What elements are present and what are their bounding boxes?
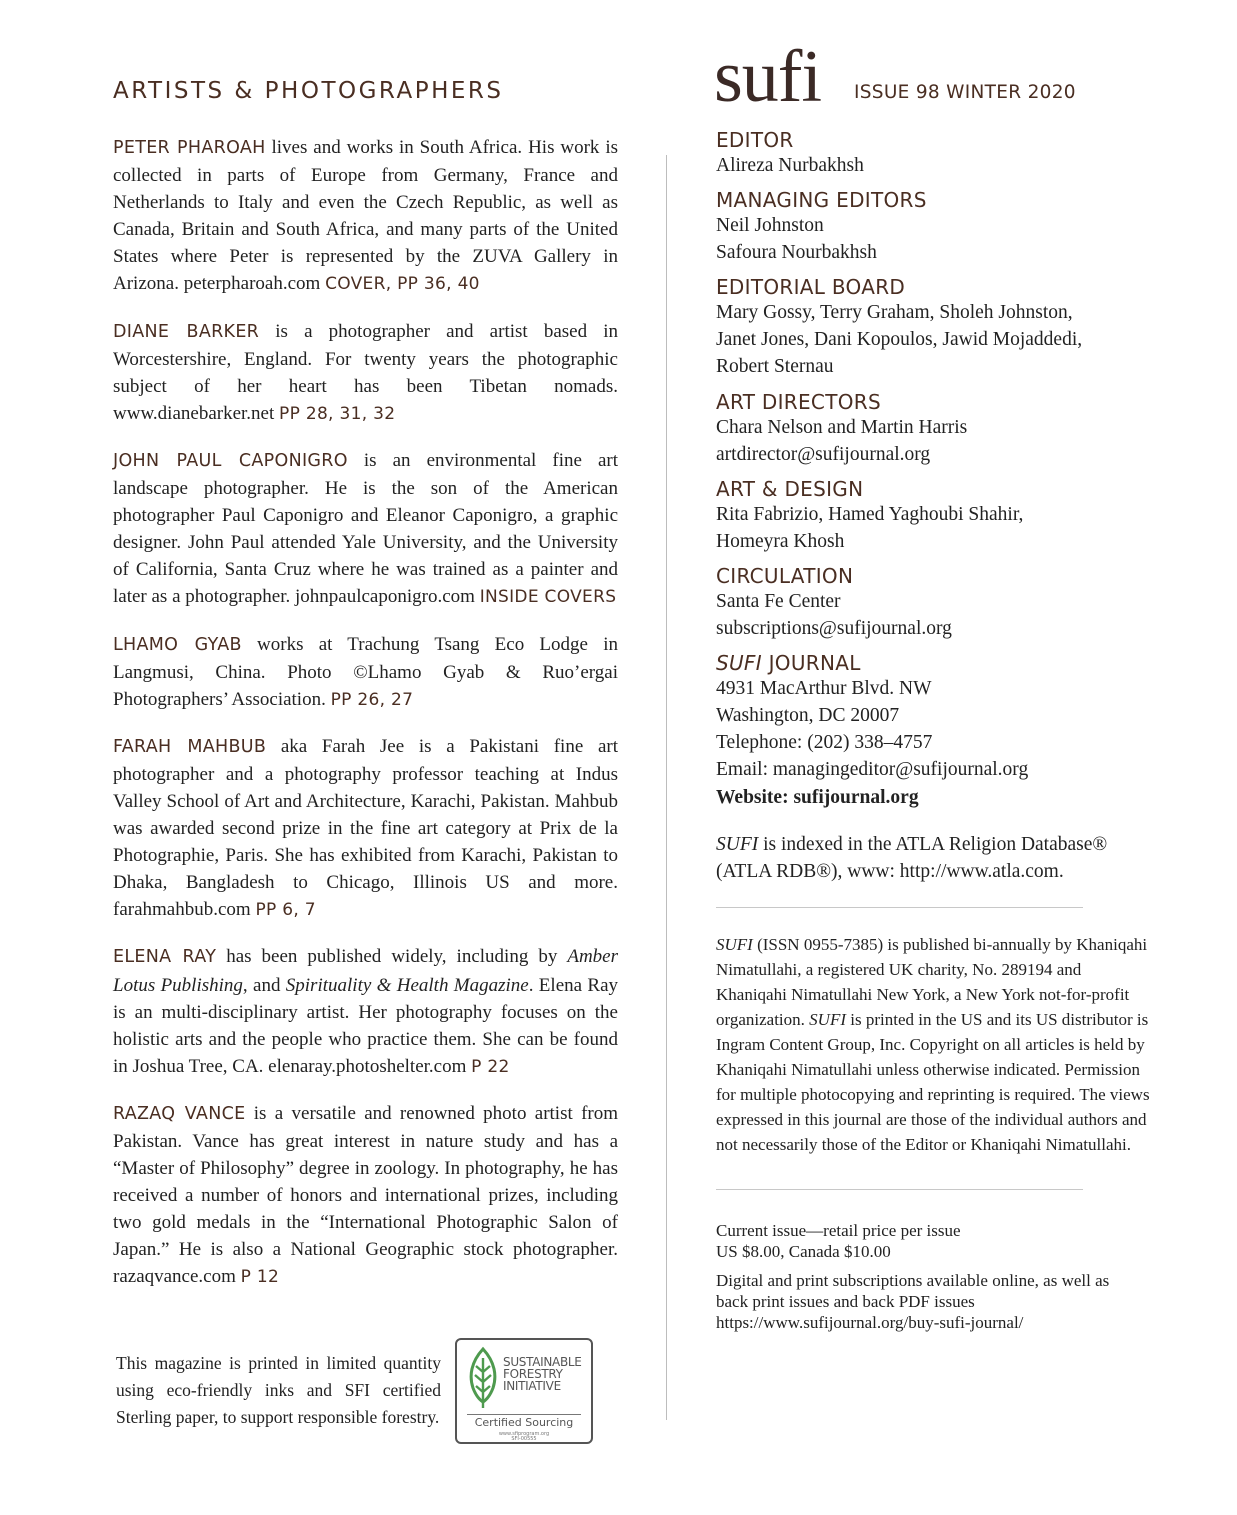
- bio-text: is an environmental fine art landscape photographer. He is the son of the American photographer Paul Caponigro and Eleanor Caponigro, a graphic designer. John Paul attended Yale University, and the University of California, Santa Cruz where he was trained as a painter and later as a photographer. johnpaulcaponigro.com: [113, 449, 618, 608]
- horizontal-rule: [716, 907, 1083, 908]
- bio-name: RAZAQ VANCE: [113, 1103, 246, 1124]
- subscription-line: Digital and print subscriptions available online, as well as: [716, 1271, 1110, 1291]
- bio-pages: PP 6, 7: [255, 900, 316, 921]
- circulation-email: subscriptions@sufijournal.org: [716, 618, 952, 640]
- bio-name: ELENA RAY: [113, 947, 217, 968]
- bio-pages: INSIDE COVERS: [479, 587, 617, 608]
- bio-name: JOHN PAUL CAPONIGRO: [113, 450, 348, 471]
- editorial-board-label: EDITORIAL BOARD: [716, 275, 906, 300]
- sufi-logo: sufi: [714, 36, 821, 118]
- bio-farah-mahbub: [113, 733, 618, 925]
- sfi-certification-badge: [455, 1338, 593, 1444]
- journal-city: Washington, DC 20007: [716, 705, 900, 727]
- journal-group: [716, 651, 1156, 810]
- bio-italic: Spirituality & Health Magazine: [285, 974, 529, 996]
- sfi-leaf-icon: [465, 1346, 501, 1410]
- sfi-title-line: SUSTAINABLE: [503, 1355, 582, 1369]
- horizontal-rule: [716, 1189, 1083, 1190]
- subscription-info: [716, 1270, 1156, 1333]
- indexed-line: is indexed in the ATLA Religion Database®: [758, 833, 1108, 855]
- subscription-line: back print issues and back PDF issues: [716, 1292, 975, 1312]
- bio-text: works at Trachung Tsang Eco Lodge in Langmusi, China. Photo ©Lhamo Gyab & Ruo’ergai Photographers’ Association.: [113, 633, 618, 710]
- managing-editors-group: [716, 188, 1156, 266]
- art-directors-label: ART DIRECTORS: [716, 389, 881, 414]
- bio-pages: PP 28, 31, 32: [279, 403, 396, 424]
- bio-pages: P 22: [471, 1056, 510, 1077]
- masthead: [714, 36, 1156, 118]
- bio-diane-barker: [113, 318, 618, 428]
- journal-label-text: JOURNAL: [761, 651, 861, 676]
- issue-label: ISSUE 98 WINTER 2020: [854, 82, 1076, 103]
- artists-column: [113, 70, 618, 1311]
- journal-email: Email: managingeditor@sufijournal.org: [716, 759, 1029, 781]
- journal-label: [716, 651, 1156, 675]
- price-line: Current issue—retail price per issue: [716, 1221, 961, 1241]
- managing-editor: Neil Johnston: [716, 215, 824, 237]
- bio-pages: COVER, PP 36, 40: [325, 274, 480, 295]
- board-line: Robert Sternau: [716, 356, 834, 378]
- sfi-divider: [467, 1414, 581, 1415]
- managing-editors-label: MANAGING EDITORS: [716, 188, 927, 213]
- issn-text: (ISSN 0955-7385) is published bi-annually by Khaniqahi Nimatullahi, a registered UK charity, No. 289194 and Khaniqahi Nimatullahi New York, a New York not-for-profit organization.: [716, 935, 1148, 1030]
- masthead-column: [714, 36, 1156, 1333]
- bio-italic: Amber Lotus Publishing: [113, 946, 618, 996]
- subscription-link[interactable]: https://www.sufijournal.org/buy-sufi-journal/: [716, 1313, 1024, 1333]
- bio-name: PETER PHAROAH: [113, 138, 266, 158]
- price-info: [716, 1220, 1156, 1262]
- sfi-title-line: FORESTRY: [503, 1367, 563, 1381]
- circulation-group: [716, 564, 1156, 642]
- issn-text: is printed in the US and its US distributor is Ingram Content Group, Inc. Copyright on all articles is held by Khaniqahi Nimatullahi unless otherwise indicated. Permission for multiple photocopying and reprinting is required. The views expressed in this journal are those of the individual authors and not necessarily those of the Editor or Khaniqahi Nimatullahi.: [716, 1010, 1150, 1155]
- indexed-line: (ATLA RDB®), www: http://www.atla.com.: [716, 860, 1064, 882]
- journal-label-italic: SUFI: [716, 651, 762, 676]
- bio-text: has been published widely, including by: [216, 946, 568, 968]
- bio-razaq-vance: [113, 1100, 618, 1292]
- sfi-title: [503, 1356, 582, 1392]
- editor-name: Alireza Nurbakhsh: [716, 155, 864, 176]
- art-directors-group: [716, 390, 1156, 468]
- circulation-label: CIRCULATION: [716, 563, 854, 588]
- sfi-small-print: [457, 1432, 591, 1442]
- bio-text: , and: [242, 974, 286, 996]
- bio-text: is a photographer and artist based in Worcestershire, England. For twenty years the photographic subject of her heart has been Tibetan nomads. www.dianebarker.net: [113, 320, 618, 424]
- eco-printing-note: This magazine is printed in limited quantity using eco-friendly inks and SFI certified Sterling paper, to support responsible forestry.: [116, 1353, 441, 1427]
- journal-telephone: Telephone: (202) 338–4757: [716, 732, 933, 754]
- issn-italic: SUFI: [809, 1010, 846, 1030]
- bio-text: aka Farah Jee is a Pakistani fine art photographer and a photography professor teaching at Indus Valley School of Art and Architecture, Karachi, Pakistan. Mahbub was awarded second prize in the fine art category at Prix de la Photographie, Paris. She has exhibited from Karachi, Pakistan to Dhaka, Bangladesh to Chicago, Illinois US and more. farahmahbub.com: [113, 735, 618, 921]
- art-directors-email: artdirector@sufijournal.org: [716, 443, 931, 465]
- bio-peter-pharoah: [113, 134, 618, 299]
- art-design-line: Homeyra Khosh: [716, 530, 845, 552]
- bio-name: LHAMO GYAB: [113, 634, 242, 655]
- bio-text: is a versatile and renowned photo artist from Pakistan. Vance has great interest in nature study and has a “Master of Philosophy” degree in zoology. In photography, he has received a number of honors and international prizes, including two gold medals in the “International Photographic Salon of Japan.” He is also a National Geographic stock photographer. razaqvance.com: [113, 1102, 618, 1288]
- sfi-code: SFI-00555: [511, 1436, 537, 1442]
- board-line: Janet Jones, Dani Kopoulos, Jawid Mojaddedi,: [716, 329, 1083, 351]
- indexing-note: [716, 831, 1156, 886]
- sfi-url: www.sfiprogram.org: [498, 1431, 550, 1437]
- bio-pages: P 12: [240, 1267, 280, 1288]
- art-design-label: ART & DESIGN: [716, 476, 864, 501]
- journal-website: Website: sufijournal.org: [716, 786, 919, 808]
- column-divider: [666, 155, 667, 1420]
- bio-text: lives and works in South Africa. His work is collected in parts of Europe from Germany, France and Netherlands to Italy and even the Czech Republic, as well as Canada, Britain and South Africa, and many parts of the United States where Peter is represented by the ZUVA Gallery in Arizona. peterpharoah.com: [113, 137, 619, 295]
- issn-italic: SUFI: [716, 935, 753, 955]
- art-design-line: Rita Fabrizio, Hamed Yaghoubi Shahir,: [716, 503, 1024, 525]
- art-directors-names: Chara Nelson and Martin Harris: [716, 416, 968, 438]
- section-title: ARTISTS & PHOTOGRAPHERS: [113, 78, 504, 104]
- journal-address: 4931 MacArthur Blvd. NW: [716, 678, 932, 700]
- issn-statement: [716, 932, 1156, 1157]
- editor-group: [716, 128, 1156, 179]
- bio-lhamo-gyab: [113, 631, 618, 714]
- bio-name: FARAH MAHBUB: [113, 736, 267, 757]
- bio-name: DIANE BARKER: [113, 321, 260, 342]
- circulation-line: Santa Fe Center: [716, 590, 841, 612]
- editor-label: EDITOR: [716, 128, 794, 152]
- art-design-group: [716, 477, 1156, 555]
- sfi-certified-sourcing: Certified Sourcing: [474, 1416, 574, 1429]
- sfi-title-line: INITIATIVE: [503, 1379, 561, 1393]
- bio-elena-ray: [113, 943, 618, 1080]
- price-line: US $8.00, Canada $10.00: [716, 1242, 891, 1262]
- editorial-board-group: [716, 275, 1156, 380]
- indexed-italic: SUFI: [716, 833, 759, 855]
- bio-text: . Elena Ray is an multi-disciplinary artist. Her photography focuses on the holistic arts and the people who practice them. She can be found in Joshua Tree, CA. elenaray.photoshelter.com: [113, 974, 618, 1077]
- bio-pages: PP 26, 27: [330, 689, 414, 710]
- managing-editor: Safoura Nourbakhsh: [716, 242, 877, 264]
- board-line: Mary Gossy, Terry Graham, Sholeh Johnston,: [716, 302, 1073, 324]
- bio-john-paul-caponigro: [113, 447, 618, 612]
